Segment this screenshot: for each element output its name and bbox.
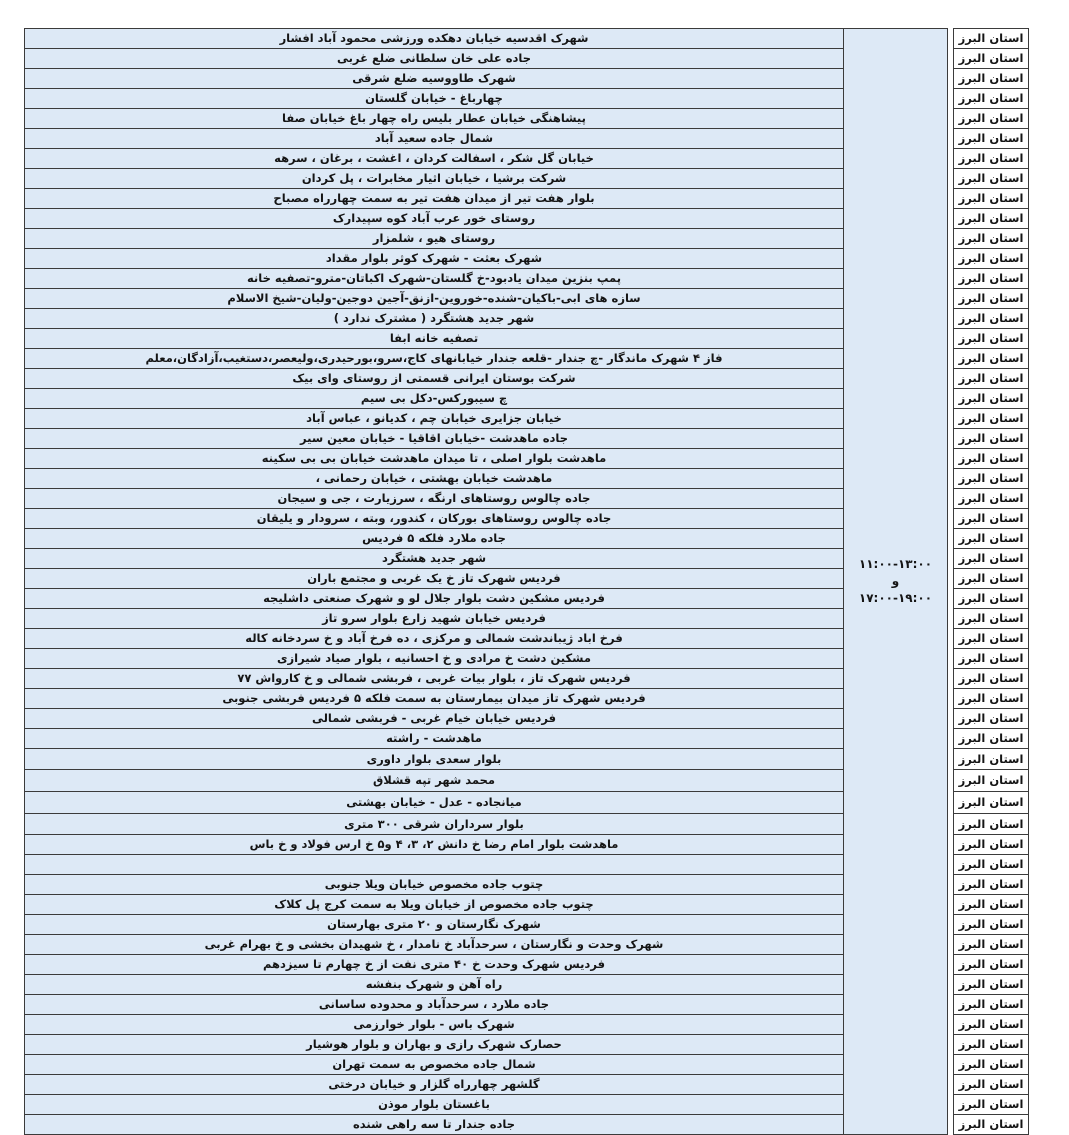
province-cell: استان البرز xyxy=(954,1075,1029,1095)
province-cell: استان البرز xyxy=(954,409,1029,429)
area-address-cell: جاده جندار تا سه راهی شنده xyxy=(25,1115,844,1135)
area-address-cell: شهر جدید هشتگرد xyxy=(25,549,844,569)
area-address-cell: فردیس شهرک وحدت خ ۴۰ متری نفت از خ چهارم تا سیزدهم xyxy=(25,955,844,975)
area-address-cell: جاده ملارد ، سرحدآباد و محدوده ساسانی xyxy=(25,995,844,1015)
area-address-cell: تصفیه خانه ابفا xyxy=(25,329,844,349)
area-address-cell: فردیس خیابان شهید زارع بلوار سرو تاز xyxy=(25,609,844,629)
province-cell: استان البرز xyxy=(954,229,1029,249)
area-address-cell: فاز ۴ شهرک ماندگار -چ جندار -قلعه جندار خیابانهای کاج،سرو،بورحیدری،ولیعصر،دستغیب،آزادگان،معلم xyxy=(25,349,844,369)
province-cell: استان البرز xyxy=(954,814,1029,835)
time-range: ۱۷:۰۰-۱۹:۰۰ xyxy=(858,591,933,605)
province-cell: استان البرز xyxy=(954,1055,1029,1075)
area-address-cell: چتوب جاده مخصوص خیابان ویلا جنوبی xyxy=(25,875,844,895)
time-connector: و xyxy=(891,574,900,588)
area-address-cell: فردیس مشکین دشت بلوار جلال لو و شهرک صنعتی داشلیجه xyxy=(25,589,844,609)
province-cell: استان البرز xyxy=(954,69,1029,89)
area-address-cell: جاده ملارد فلکه ۵ فردیس xyxy=(25,529,844,549)
province-cell: استان البرز xyxy=(954,629,1029,649)
province-cell: استان البرز xyxy=(954,569,1029,589)
province-cell: استان البرز xyxy=(954,689,1029,709)
province-cell: استان البرز xyxy=(954,109,1029,129)
area-address-cell: شمال جاده مخصوص به سمت تهران xyxy=(25,1055,844,1075)
area-address-cell: خیابان جزایری خیابان چم ، کدیانو ، عباس آباد xyxy=(25,409,844,429)
area-address-cell: پیشاهنگی خیابان عطار بلیس راه چهار باغ خیابان صفا xyxy=(25,109,844,129)
area-address-cell: خیابان گل شکر ، اسفالت کردان ، اغشت ، برغان ، سرهه xyxy=(25,149,844,169)
area-address-cell: ماهدشت خیابان بهشتی ، خیابان رحمانی ، xyxy=(25,469,844,489)
area-address-cell: روستای خور عرب آباد کوه سپیدارک xyxy=(25,209,844,229)
province-cell: استان البرز xyxy=(954,189,1029,209)
area-address-cell: جاده چالوس روستاهای ارنگه ، سرزیارت ، جی و سیجان xyxy=(25,489,844,509)
area-address-cell: شهرک اقدسیه خیابان دهکده ورزشی محمود آباد افشار xyxy=(25,29,844,49)
province-cell: استان البرز xyxy=(954,389,1029,409)
area-address-cell: چ سیبورکس-دکل بی سیم xyxy=(25,389,844,409)
area-address-cell: جاده ماهدشت -خیابان اقاقیا - خیابان معین سیر xyxy=(25,429,844,449)
province-cell: استان البرز xyxy=(954,349,1029,369)
province-cell: استان البرز xyxy=(954,289,1029,309)
area-address-cell: مشکین دشت خ مرادی و خ احسانیه ، بلوار صیاد شیرازی xyxy=(25,649,844,669)
province-cell: استان البرز xyxy=(954,855,1029,875)
province-cell: استان البرز xyxy=(954,1115,1029,1135)
area-address-cell: بلوار هفت تیر از میدان هفت تیر به سمت چهارراه مصباح xyxy=(25,189,844,209)
province-cell: استان البرز xyxy=(954,449,1029,469)
province-cell: استان البرز xyxy=(954,709,1029,729)
area-address-cell: شهرک طاووسیه ضلع شرقی xyxy=(25,69,844,89)
area-address-cell: بلوار سرداران شرقی ۳۰۰ متری xyxy=(25,814,844,835)
province-cell: استان البرز xyxy=(954,792,1029,814)
area-address-cell: سازه های ابی-باکیان-شنده-خوروین-ازنق-آجین دوجین-ولیان-شیخ الاسلام xyxy=(25,289,844,309)
area-address-cell: فردیس شهرک تاز ، بلوار بیات غربی ، فربشی شمالی و خ کارواش ۷۷ xyxy=(25,669,844,689)
province-cell: استان البرز xyxy=(954,369,1029,389)
area-address-cell: پمپ بنزین میدان یادبود-خ گلستان-شهرک اکباتان-مترو-تصفیه خانه xyxy=(25,269,844,289)
province-cell: استان البرز xyxy=(954,875,1029,895)
province-cell: استان البرز xyxy=(954,529,1029,549)
area-address-cell: شهرک باس - بلوار خوارزمی xyxy=(25,1015,844,1035)
province-cell: استان البرز xyxy=(954,89,1029,109)
province-cell: استان البرز xyxy=(954,29,1029,49)
province-cell: استان البرز xyxy=(954,509,1029,529)
province-cell: استان البرز xyxy=(954,1015,1029,1035)
area-address-cell: شهرک نگارستان و ۲۰ متری بهارستان xyxy=(25,915,844,935)
province-cell: استان البرز xyxy=(954,429,1029,449)
province-cell: استان البرز xyxy=(954,669,1029,689)
province-cell: استان البرز xyxy=(954,129,1029,149)
area-address-cell xyxy=(25,855,844,875)
area-address-cell: حصارک شهرک رازی و بهاران و بلوار هوشیار xyxy=(25,1035,844,1055)
area-address-cell: ماهدشت - راشته xyxy=(25,729,844,749)
province-cell: استان البرز xyxy=(954,489,1029,509)
province-cell: استان البرز xyxy=(954,589,1029,609)
province-cell: استان البرز xyxy=(954,269,1029,289)
area-address-cell: چتوب جاده مخصوص از خیابان ویلا به سمت کرج پل کلاک xyxy=(25,895,844,915)
area-address-cell: شرکت بوستان ایرانی قسمتی از روستای وای بیک xyxy=(25,369,844,389)
area-address-cell: ماهدشت بلوار اصلی ، تا میدان ماهدشت خیابان بی بی سکینه xyxy=(25,449,844,469)
area-address-cell: فردیس شهرک تاز خ یک غربی و مجتمع باران xyxy=(25,569,844,589)
province-cell: استان البرز xyxy=(954,469,1029,489)
area-address-cell: روستای هیو ، شلمزار xyxy=(25,229,844,249)
area-address-cell: بلوار سعدی بلوار داوری xyxy=(25,749,844,770)
province-cell: استان البرز xyxy=(954,729,1029,749)
table-row xyxy=(25,29,1029,49)
area-address-cell: شهر جدید هشتگرد ( مشترک ندارد ) xyxy=(25,309,844,329)
province-cell: استان البرز xyxy=(954,549,1029,569)
area-address-cell: فردیس شهرک تاز میدان بیمارستان به سمت فلکه ۵ فردیس فربشی جنوبی xyxy=(25,689,844,709)
area-address-cell: جاده چالوس روستاهای بورکان ، کندور، وبته ، سرودار و یلیقان xyxy=(25,509,844,529)
province-cell: استان البرز xyxy=(954,895,1029,915)
province-cell: استان البرز xyxy=(954,935,1029,955)
province-cell: استان البرز xyxy=(954,975,1029,995)
province-cell: استان البرز xyxy=(954,329,1029,349)
area-address-cell: راه آهن و شهرک بنفشه xyxy=(25,975,844,995)
schedule-body xyxy=(25,29,1029,1135)
province-cell: استان البرز xyxy=(954,169,1029,189)
area-address-cell: گلشهر چهارراه گلزار و خیابان درختی xyxy=(25,1075,844,1095)
area-address-cell: محمد شهر تپه قشلاق xyxy=(25,770,844,792)
time-range: ۱۱:۰۰-۱۳:۰۰ xyxy=(858,557,933,571)
province-cell: استان البرز xyxy=(954,1035,1029,1055)
area-address-cell: میانجاده - عدل - خیابان بهشتی xyxy=(25,792,844,814)
area-address-cell: شهرک وحدت و نگارستان ، سرحدآباد خ نامدار ، خ شهیدان بخشی و خ بهرام غربی xyxy=(25,935,844,955)
area-address-cell: چهارباغ - خیابان گلستان xyxy=(25,89,844,109)
province-cell: استان البرز xyxy=(954,309,1029,329)
province-cell: استان البرز xyxy=(954,749,1029,770)
province-cell: استان البرز xyxy=(954,955,1029,975)
area-address-cell: فرخ اباد ژیباندشت شمالی و مرکزی ، ده فرخ آباد و خ سردخانه کاله xyxy=(25,629,844,649)
province-cell: استان البرز xyxy=(954,915,1029,935)
province-cell: استان البرز xyxy=(954,770,1029,792)
province-cell: استان البرز xyxy=(954,149,1029,169)
province-cell: استان البرز xyxy=(954,649,1029,669)
province-cell: استان البرز xyxy=(954,995,1029,1015)
area-address-cell: ماهدشت بلوار امام رضا خ دانش ۲، ۳، ۴ و۵ خ ارس فولاد و خ باس xyxy=(25,835,844,855)
outage-time-cell xyxy=(844,29,948,1135)
area-address-cell: جاده علی خان سلطانی ضلع غربی xyxy=(25,49,844,69)
outage-schedule-table xyxy=(24,28,1029,1135)
area-address-cell: شمال جاده سعید آباد xyxy=(25,129,844,149)
province-cell: استان البرز xyxy=(954,835,1029,855)
area-address-cell: شرکت برشیا ، خیابان اثیار مخابرات ، پل کردان xyxy=(25,169,844,189)
province-cell: استان البرز xyxy=(954,249,1029,269)
province-cell: استان البرز xyxy=(954,49,1029,69)
area-address-cell: فردیس خیابان خیام غربی - فربشی شمالی xyxy=(25,709,844,729)
province-cell: استان البرز xyxy=(954,609,1029,629)
province-cell: استان البرز xyxy=(954,1095,1029,1115)
province-cell: استان البرز xyxy=(954,209,1029,229)
area-address-cell: باغستان بلوار موذن xyxy=(25,1095,844,1115)
area-address-cell: شهرک بعثت - شهرک کوثر بلوار مقداد xyxy=(25,249,844,269)
